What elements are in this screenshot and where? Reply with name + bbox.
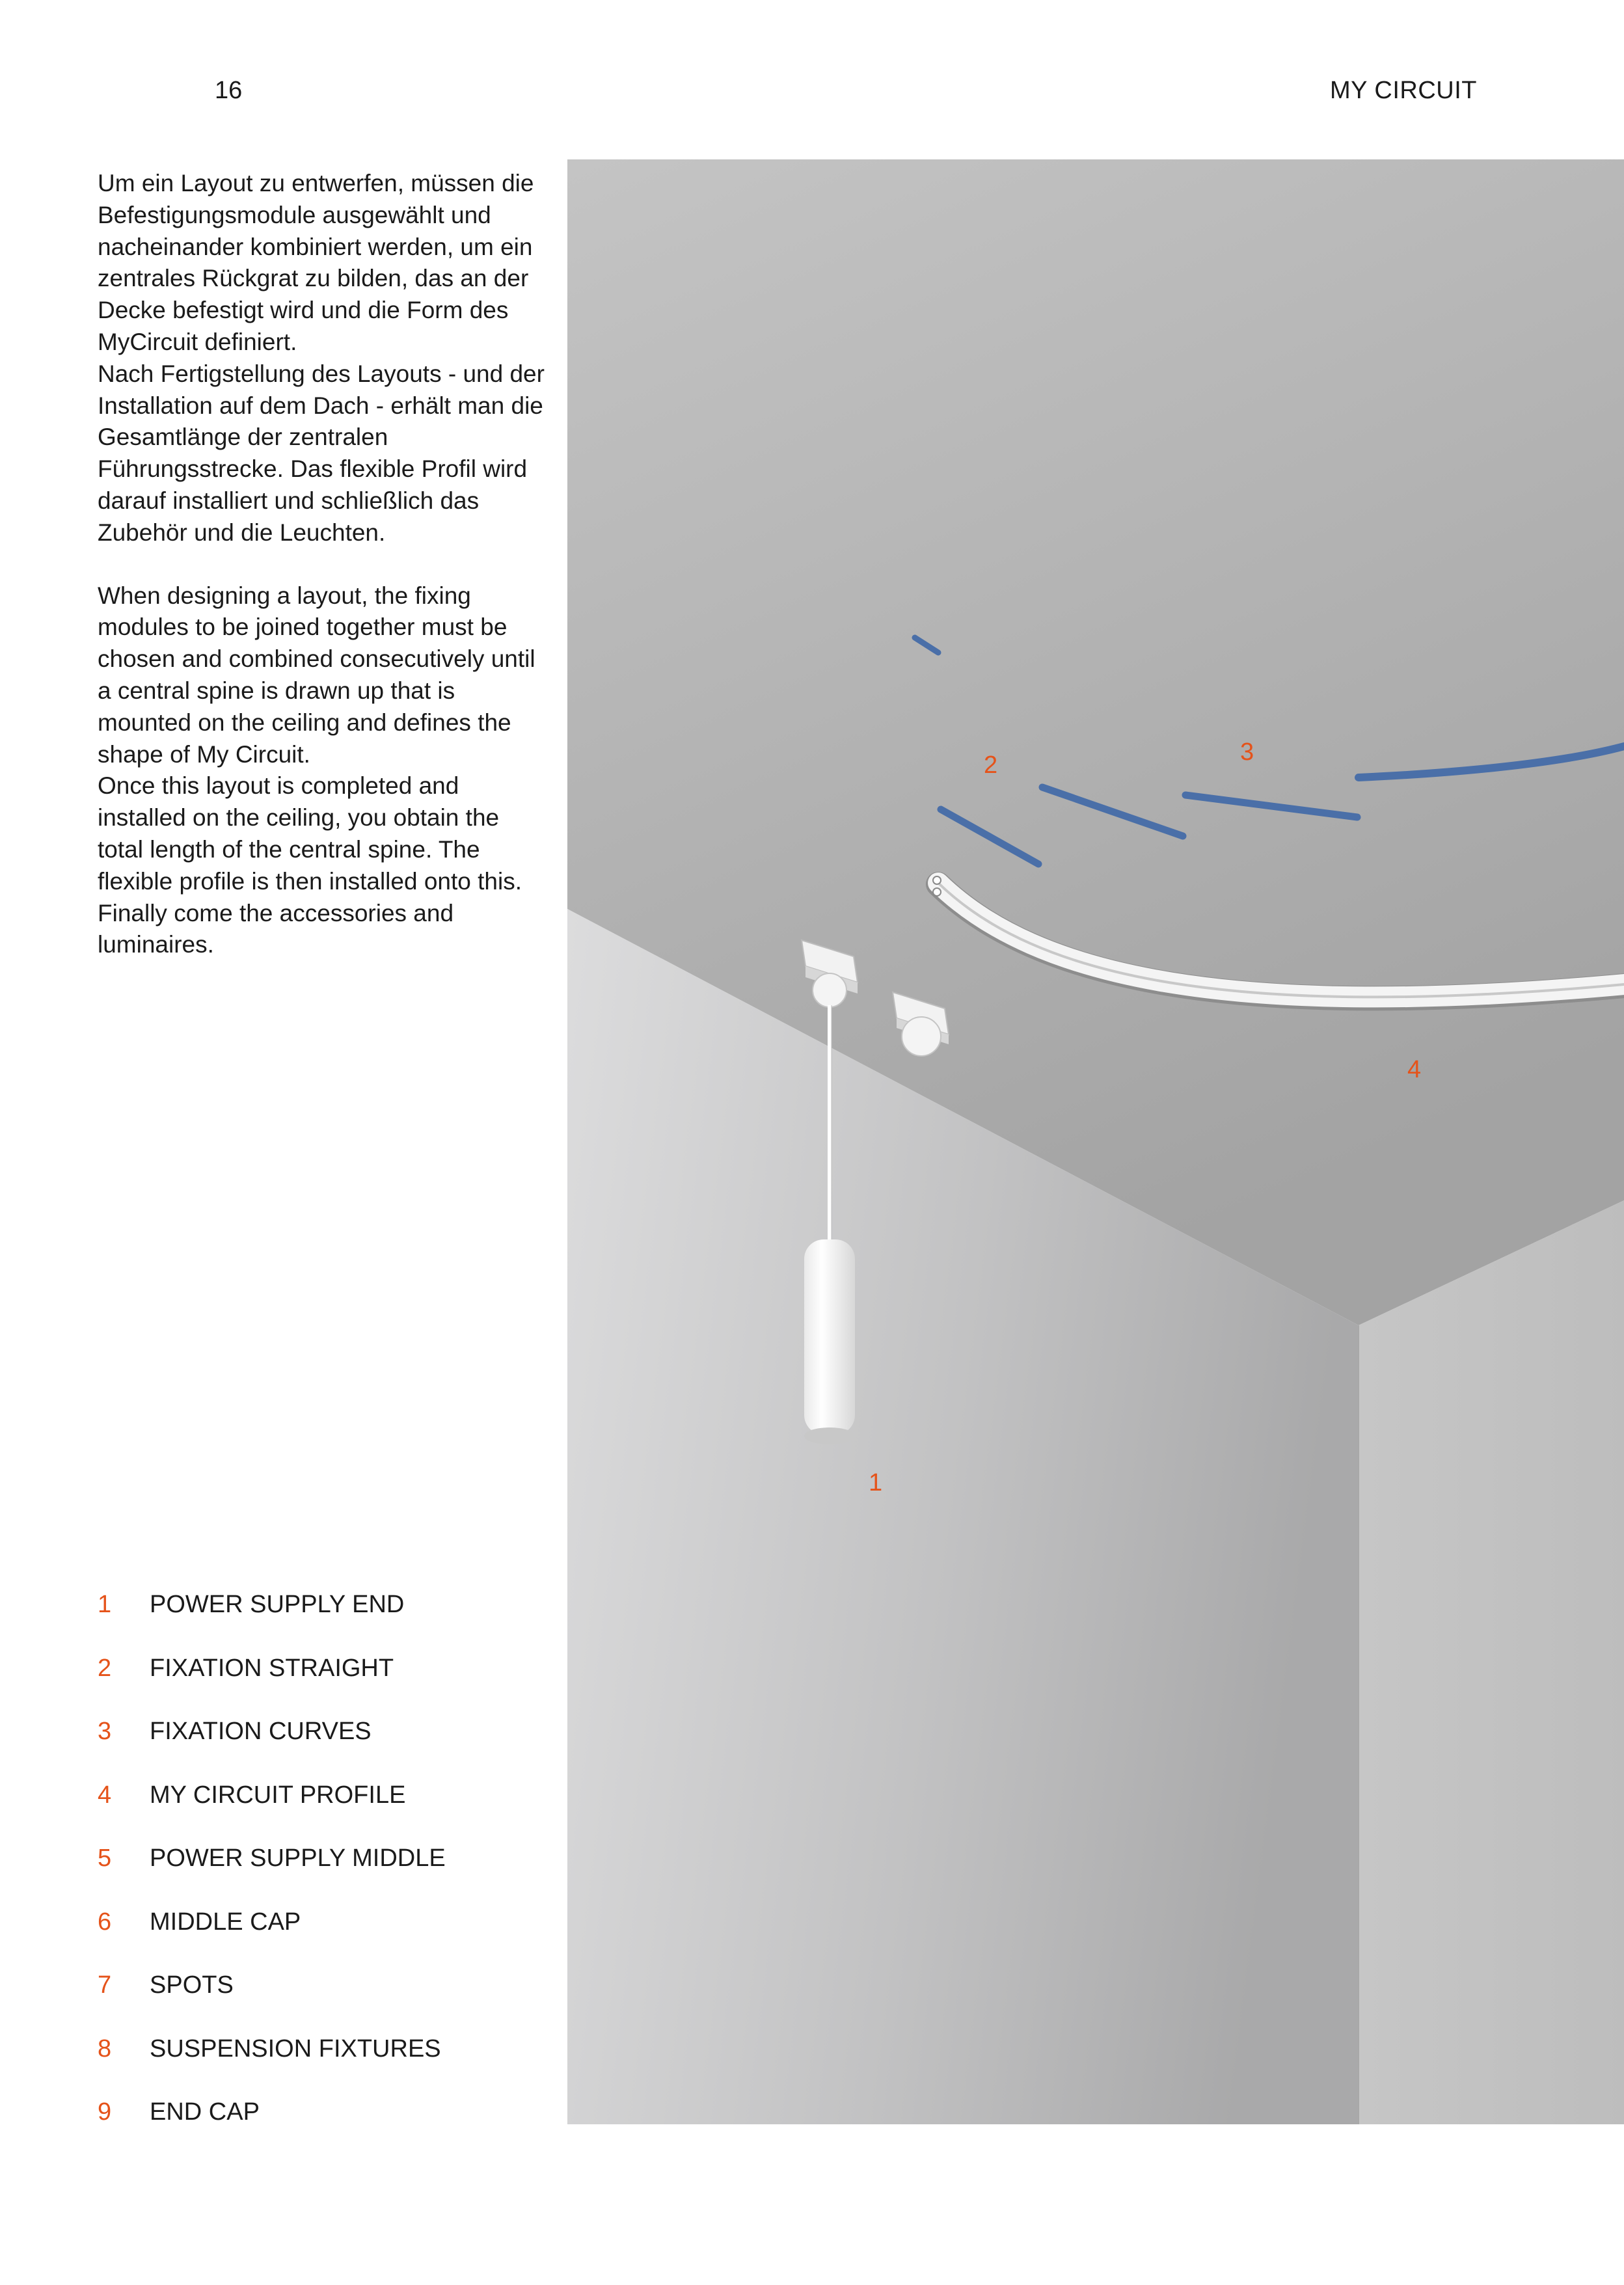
legend-label: SUSPENSION FIXTURES	[150, 2035, 441, 2062]
legend-number: 6	[98, 1908, 112, 1936]
legend-item	[98, 1591, 446, 1655]
legend-label: POWER SUPPLY END	[150, 1591, 405, 1618]
legend-label: SPOTS	[150, 1971, 234, 1999]
intro-text	[98, 168, 547, 961]
callout-1: 1	[869, 1469, 883, 1496]
callout-3: 3	[1240, 738, 1254, 766]
legend-label: MIDDLE CAP	[150, 1908, 301, 1936]
legend-item	[98, 2098, 446, 2162]
ceiling-render	[567, 159, 1624, 2124]
legend-label: POWER SUPPLY MIDDLE	[150, 1845, 446, 1872]
legend-number: 3	[98, 1718, 112, 1745]
legend-label: MY CIRCUIT PROFILE	[150, 1781, 406, 1809]
legend-item	[98, 1845, 446, 1908]
legend-number: 7	[98, 1971, 112, 1999]
legend-number: 1	[98, 1591, 112, 1618]
legend-number: 5	[98, 1845, 112, 1872]
callout-2: 2	[984, 751, 998, 779]
callout-4: 4	[1407, 1056, 1422, 1083]
legend-label: END CAP	[150, 2098, 260, 2126]
intro-german-paragraph-1: Um ein Layout zu entwerfen, müssen die Befestigungsmodule ausgewählt und nacheinander kombiniert werden, um ein zentrales Rückgrat zu bilden, das an der Decke befestigt wird und die Form des MyCircuit definiert.	[98, 170, 534, 355]
legend-item	[98, 1781, 446, 1845]
legend-number: 4	[98, 1781, 112, 1809]
legend-item	[98, 1908, 446, 1972]
component-legend	[98, 1591, 446, 2162]
legend-number: 8	[98, 2035, 112, 2062]
legend-item	[98, 2035, 446, 2099]
legend-label: FIXATION STRAIGHT	[150, 1654, 394, 1682]
legend-item	[98, 1718, 446, 1781]
legend-number: 9	[98, 2098, 112, 2126]
right-wall	[1359, 1200, 1624, 2124]
intro-english-paragraph-1: When designing a layout, the fixing modules to be joined together must be chosen and combined consecutively until a central spine is drawn up that is mounted on the ceiling and defines the shape of My Circuit.	[98, 582, 535, 768]
legend-item	[98, 1655, 446, 1718]
header-title: MY CIRCUIT	[1330, 77, 1477, 104]
legend-item	[98, 1971, 446, 2035]
intro-english-paragraph-2: Once this layout is completed and installed on the ceiling, you obtain the total length of the central spine. The flexible profile is then installed onto this. Finally come the accessories and luminaires.	[98, 772, 522, 958]
intro-german-paragraph-2: Nach Fertigstellung des Layouts - und der Installation auf dem Dach - erhält man die Gesamtlänge der zentralen Führungsstrecke. Das flexible Profil wird darauf installiert und schließlich das Zubehör und die Leuchten.	[98, 360, 545, 546]
legend-number: 2	[98, 1654, 112, 1682]
page-number: 16	[215, 77, 243, 104]
legend-label: FIXATION CURVES	[150, 1718, 372, 1745]
